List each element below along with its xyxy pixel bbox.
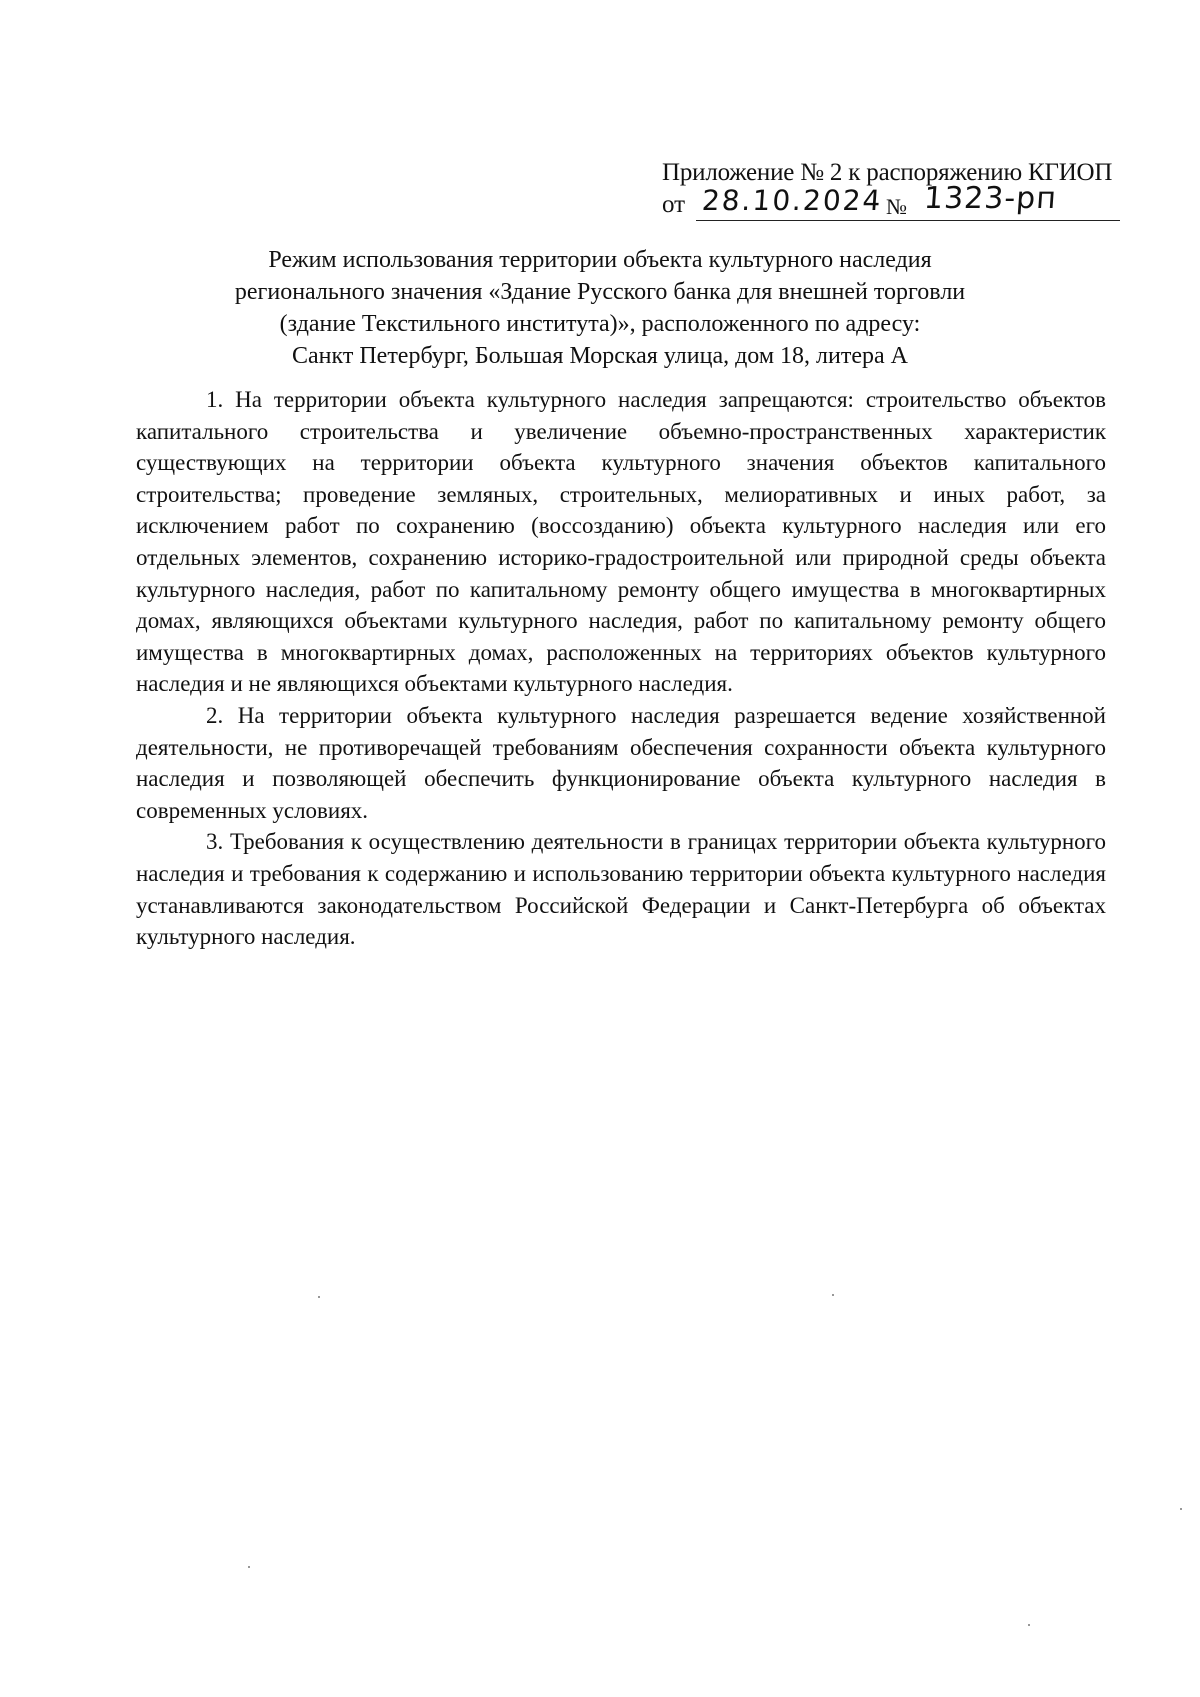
paragraph-1: 1. На территории объекта культурного наследия запрещаются: строительство объектов капитального строительства и увеличение объемно-пространственных характеристик существующих на территории объекта культурного значения объектов капитального строительства; проведение земляных, строительных, мелиоративных и иных работ, за исключением работ по сохранению (воссозданию) объекта культурного наследия или его отдельных элементов, сохранению историко-градостроительной или природной среды объекта культурного наследия, работ по капитальному ремонту общего имущества в многоквартирных домах, являющихся объектами культурного наследия, работ по капитальному ремонту общего имущества в многоквартирных домах, расположенных на территориях объектов культурного наследия и не являющихся объектами культурного наследия. — [136, 387, 1106, 697]
title-line: Режим использования территории объекта культурного наследия — [268, 247, 932, 273]
handwritten-number: 1323-рп — [922, 181, 1059, 216]
handwritten-date: 28.10.2024 — [700, 184, 884, 217]
document-body — [136, 384, 1106, 953]
scan-speck — [318, 1296, 320, 1298]
annex-title: Приложение № 2 к распоряжению КГИОП — [662, 159, 1113, 186]
number-label: № — [886, 194, 907, 219]
annex-date-number-line — [662, 181, 1122, 222]
scan-speck — [1180, 1508, 1182, 1510]
scan-speck — [248, 1566, 250, 1568]
scan-speck — [832, 1294, 834, 1296]
document-title — [140, 244, 1060, 372]
paragraph-3: 3. Требования к осуществлению деятельности в границах территории объекта культурного наследия и требования к содержанию и использованию территории объекта культурного наследия устанавливаются законодательством Российской Федерации и Санкт-Петербурга об объектах культурного наследия. — [136, 829, 1106, 950]
scan-speck — [1028, 1624, 1030, 1626]
number-underline — [916, 220, 1120, 221]
title-line: регионального значения «Здание Русского банка для внешней торговли — [234, 279, 966, 305]
title-line: Санкт Петербург, Большая Морская улица, дом 18, литера А — [292, 343, 908, 369]
annex-reference — [662, 158, 1122, 222]
title-line: (здание Текстильного института)», расположенного по адресу: — [279, 311, 921, 337]
date-label: от — [662, 191, 686, 218]
paragraph-2: 2. На территории объекта культурного наследия разрешается ведение хозяйственной деятельности, не противоречащей требованиям обеспечения сохранности объекта культурного наследия и позволяющей обеспечить функционирование объекта культурного наследия в современных условиях. — [136, 702, 1106, 823]
